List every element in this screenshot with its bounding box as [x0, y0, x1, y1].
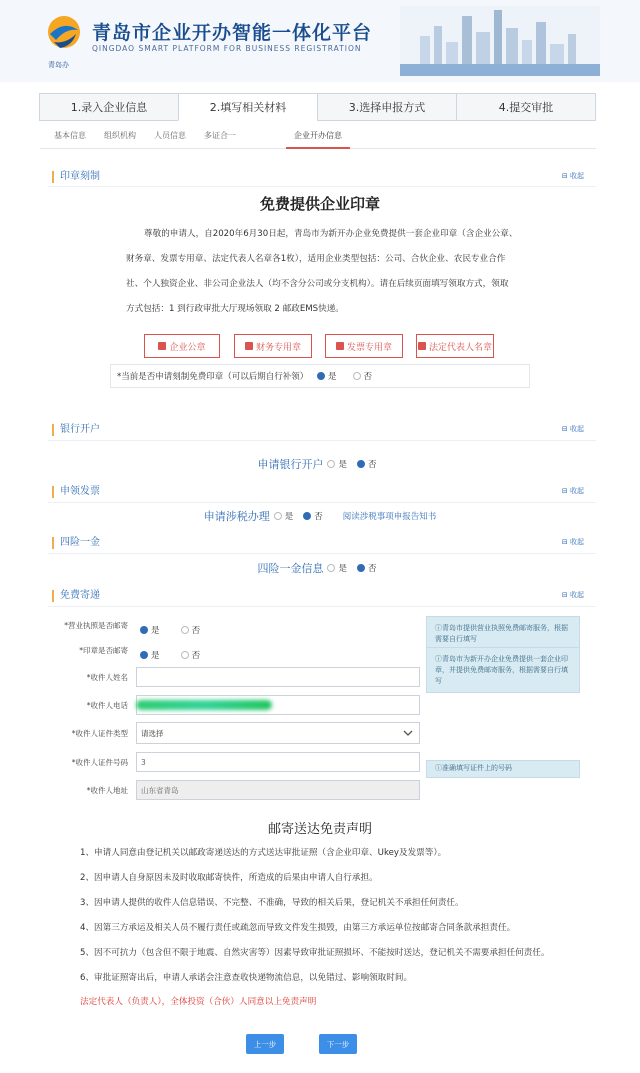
disclaimer-title: 邮寄送达免责声明: [267, 822, 372, 837]
license-mail-no-radio[interactable]: 否: [181, 624, 201, 636]
invoice-row: [0, 508, 640, 524]
seal-question-label: *当前是否申请刻制免费印章（可以后期自行补领）: [117, 372, 309, 382]
section-title-bank: 银行开户: [52, 424, 100, 436]
step-tabs: [40, 93, 596, 121]
step-tab-2[interactable]: 2.填写相关材料: [178, 93, 318, 121]
checkbox-icon: [336, 342, 344, 350]
invoice-label: 申请涉税办理: [203, 510, 270, 523]
bank-row: [0, 456, 640, 472]
qingdao-logo-icon: [44, 14, 84, 58]
subtab-basic-info[interactable]: 基本信息: [54, 131, 86, 140]
disclaimer-item-3: 3、因申请人提供的收件人信息错误、不完整、不准确，导致的相关后果，登记机关不承担任何责任。: [80, 898, 464, 908]
disclaimer-item-2: 2、因申请人自身原因未及时收取邮寄快件，所造成的后果由申请人自行承担。: [80, 873, 378, 883]
radio-checked-icon: [317, 372, 325, 380]
divider: [48, 502, 596, 503]
seal-no-radio[interactable]: 否: [353, 370, 373, 382]
id-number-info: ⓘ准确填写证件上的号码: [426, 760, 580, 778]
recipient-name-label: *收件人姓名: [86, 673, 128, 682]
subtab-multi-cert[interactable]: 多证合一: [204, 131, 236, 140]
seal-mail-info: ⓘ青岛市为新开办企业免费提供一套企业印章，并提供免费邮寄服务，根据需要自行填写: [426, 647, 580, 693]
platform-title: 青岛市企业开办智能一体化平台: [92, 22, 373, 44]
radio-empty-icon: [274, 512, 282, 520]
checkbox-icon: [158, 342, 166, 350]
seal-yes-radio[interactable]: 是: [317, 370, 337, 382]
section-title-seal: 印章刻制: [52, 171, 100, 183]
section-title-invoice: 申领发票: [52, 486, 100, 498]
license-mail-info: ⓘ青岛市提供营业执照免费邮寄服务，根据需要自行填写: [426, 616, 580, 654]
collapse-invoice-button[interactable]: ⊟ 收起: [561, 487, 584, 495]
id-type-label: *收件人证件类型: [71, 729, 128, 738]
tax-notice-link[interactable]: 阅读涉税事项申报告知书: [342, 512, 437, 522]
checkbox-icon: [245, 342, 253, 350]
address-label: *收件人地址: [86, 786, 128, 795]
radio-checked-icon: [357, 460, 365, 468]
logo-caption: 青岛办: [48, 61, 69, 69]
radio-empty-icon: [353, 372, 361, 380]
step-tab-1[interactable]: 1.录入企业信息: [39, 93, 179, 121]
license-mail-yes-radio[interactable]: 是: [140, 624, 160, 636]
divider: [48, 606, 596, 607]
info-icon: ⓘ: [435, 624, 442, 632]
seal-mail-no-radio[interactable]: 否: [181, 649, 201, 661]
insurance-yes-radio[interactable]: 是: [327, 562, 347, 574]
insurance-row: [0, 560, 640, 576]
city-skyline-image: [400, 6, 600, 76]
notice-line-3: 社、个人独资企业、非公司企业法人（均不含分公司或分支机构）。请在后续页面填写领取方式，领取: [126, 279, 509, 289]
consent-note: 法定代表人（负责人），全体投资（合伙）人同意以上免责声明: [80, 997, 317, 1007]
radio-checked-icon: [357, 564, 365, 572]
disclaimer-item-1: 1、申请人同意由登记机关以邮政寄递送达的方式送达审批证照（含企业印章、Ukey及发票等）。: [80, 848, 447, 858]
collapse-seal-button[interactable]: ⊟ 收起: [561, 172, 584, 180]
radio-empty-icon: [327, 460, 335, 468]
radio-checked-icon: [303, 512, 311, 520]
info-icon: ⓘ: [435, 655, 442, 663]
insurance-no-radio[interactable]: 否: [357, 562, 377, 574]
insurance-label: 四险一金信息: [257, 562, 324, 575]
seal-heading: 免费提供企业印章: [259, 195, 380, 213]
collapse-insurance-button[interactable]: ⊟ 收起: [561, 538, 584, 546]
divider: [48, 440, 596, 441]
subtab-personnel[interactable]: 人员信息: [154, 131, 186, 140]
license-mail-radios: [140, 619, 216, 638]
disclaimer-item-5: 5、因不可抗力（包含但不限于地震、自然灾害等）因素导致审批证照损坏、不能按时送达，登记机关不需要承担任何责任。: [80, 948, 550, 958]
bank-label: 申请银行开户: [257, 458, 324, 471]
radio-empty-icon: [181, 651, 189, 659]
seal-finance-button[interactable]: 财务专用章: [234, 334, 312, 358]
bank-no-radio[interactable]: 否: [357, 458, 377, 470]
section-title-insurance: 四险一金: [52, 537, 100, 549]
bank-yes-radio[interactable]: 是: [327, 458, 347, 470]
radio-checked-icon: [140, 651, 148, 659]
redacted-blur: [136, 700, 272, 710]
id-type-value: 请选择: [141, 728, 164, 738]
next-step-button[interactable]: 下一步: [319, 1034, 357, 1054]
recipient-phone-label: *收件人电话: [86, 701, 128, 710]
page-header: [0, 0, 640, 82]
id-type-select[interactable]: [136, 722, 420, 744]
chevron-down-icon: [403, 728, 413, 738]
id-number-input[interactable]: 3: [136, 752, 420, 772]
subtab-organization[interactable]: 组织机构: [104, 131, 136, 140]
info-icon: ⓘ: [435, 764, 442, 772]
step-tab-3[interactable]: 3.选择申报方式: [317, 93, 457, 121]
seal-company-button[interactable]: 企业公章: [144, 334, 220, 358]
collapse-bank-button[interactable]: ⊟ 收起: [561, 425, 584, 433]
step-tab-4[interactable]: 4.提交审批: [456, 93, 596, 121]
radio-empty-icon: [327, 564, 335, 572]
collapse-mail-button[interactable]: ⊟ 收起: [561, 591, 584, 599]
address-input[interactable]: 山东省青岛: [136, 780, 420, 800]
seal-mail-label: *印章是否邮寄: [79, 646, 128, 655]
invoice-no-radio[interactable]: 否: [303, 510, 323, 522]
sub-tabs: [40, 121, 596, 149]
platform-subtitle: QINGDAO SMART PLATFORM FOR BUSINESS REGISTRATION: [92, 44, 362, 53]
license-mail-label: *营业执照是否邮寄: [64, 621, 128, 630]
notice-line-1: 尊敬的申请人，自2020年6月30日起，青岛市为新开办企业免费提供一套企业印章（含企业公章、: [144, 229, 518, 239]
seal-mail-yes-radio[interactable]: 是: [140, 649, 160, 661]
prev-step-button[interactable]: 上一步: [246, 1034, 284, 1054]
subtab-enterprise-opening[interactable]: 企业开办信息: [294, 131, 342, 140]
invoice-yes-radio[interactable]: 是: [274, 510, 294, 522]
seal-legal-rep-button[interactable]: 法定代表人名章: [416, 334, 494, 358]
radio-empty-icon: [181, 626, 189, 634]
checkbox-icon: [418, 342, 426, 350]
disclaimer-item-6: 6、审批证照寄出后，申请人承诺会注意查收快递物流信息，以免错过、影响领取时间。: [80, 973, 413, 983]
notice-line-2: 财务章、发票专用章、法定代表人名章各1枚），适用企业类型包括：公司、合伙企业、农民专业合作: [126, 254, 506, 264]
recipient-name-input[interactable]: [136, 667, 420, 687]
id-number-label: *收件人证件号码: [71, 758, 128, 767]
seal-notice: [126, 222, 526, 322]
seal-invoice-button[interactable]: 发票专用章: [325, 334, 403, 358]
section-title-mail: 免费寄递: [52, 590, 100, 602]
seal-mail-radios: [140, 644, 216, 663]
notice-line-4: 方式包括：1 到行政审批大厅现场领取 2 邮政EMS快递。: [126, 304, 344, 314]
seal-apply-question: [110, 364, 530, 388]
radio-checked-icon: [140, 626, 148, 634]
disclaimer-item-4: 4、因第三方承运及相关人员不履行责任或疏忽而导致文件发生损毁，由第三方承运单位按邮寄合同条款承担责任。: [80, 923, 516, 933]
divider: [48, 553, 596, 554]
divider: [48, 186, 596, 187]
active-subtab-indicator: [286, 147, 350, 149]
collapse-label: 收起: [570, 172, 584, 180]
